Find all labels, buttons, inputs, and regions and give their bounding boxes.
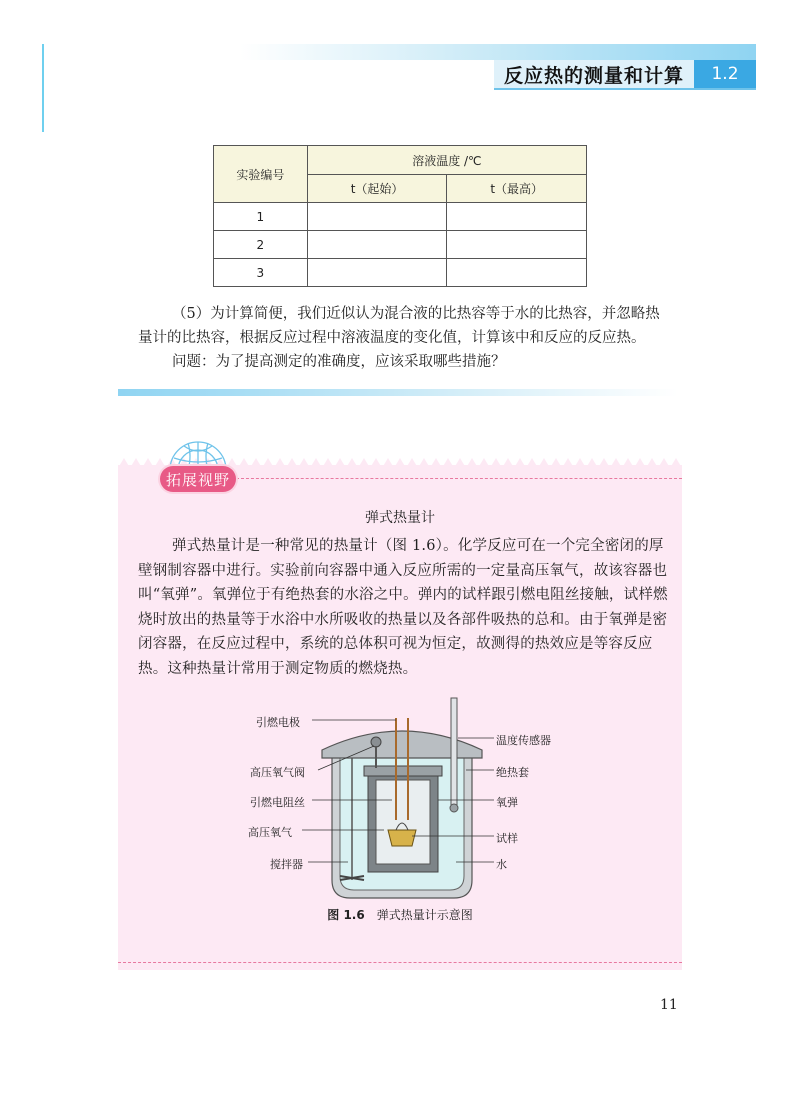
section-title: 反应热的测量和计算 — [503, 64, 684, 87]
table-cell-empty — [447, 259, 587, 287]
header-vertical-rule — [42, 44, 44, 132]
table-cell-empty — [447, 231, 587, 259]
dashed-rule-top — [236, 478, 682, 479]
label-sample: 试样 — [496, 832, 518, 845]
table-cell-id: 3 — [214, 259, 308, 287]
section-separator — [118, 389, 678, 396]
table-cell-empty — [447, 203, 587, 231]
label-ignition-electrode: 引燃电极 — [256, 716, 300, 729]
table-subheader-start: t（起始） — [307, 175, 447, 203]
table-cell-empty — [307, 203, 447, 231]
table-row — [214, 203, 587, 231]
badge-label: 拓展视野 — [165, 470, 230, 489]
section-title-box — [494, 60, 694, 88]
table-header-temperature: 溶液温度 /℃ — [307, 146, 586, 175]
label-oxygen-bomb: 氧弹 — [496, 796, 518, 809]
figure-caption — [118, 906, 682, 923]
label-insulating-jacket: 绝热套 — [496, 766, 529, 779]
box-body: 弹式热量计是一种常见的热量计（图 1.6）。化学反应可在一个完全密闭的厚壁钢制容器中进行。实验前向容器中通入反应所需的一定量高压氧气，故该容器也叫“氧弹”。氧弹位于有绝热套的水浴之中。弹内的试样跟引燃电阻丝接触，试样燃烧时放出的热量等于水浴中水所吸收的热量以及各部件吸热的总和。由于氧弹是密闭容器，在反应过程中，系统的总体积可视为恒定，故测得的热效应是等容反应热。这种热量计常用于测定物质的燃烧热。 — [138, 538, 668, 677]
section-number: 1.2 — [711, 64, 739, 84]
label-high-pressure-oxygen: 高压氧气 — [248, 826, 292, 839]
dashed-rule-bottom — [118, 962, 682, 963]
table-cell-id: 1 — [214, 203, 308, 231]
box-title: 弹式热量计 — [365, 510, 435, 526]
paragraph-question: 问题：为了提高测定的准确度，应该采取哪些措施？ — [172, 354, 506, 370]
section-number-box — [694, 60, 756, 88]
figure-caption-text: 弹式热量计示意图 — [376, 908, 473, 922]
table-row — [214, 259, 587, 287]
table-row — [214, 231, 587, 259]
label-oxygen-valve: 高压氧气阀 — [250, 766, 305, 779]
page-number: 11 — [660, 997, 678, 1013]
calorimeter-figure — [248, 690, 558, 920]
label-ignition-wire: 引燃电阻丝 — [250, 796, 305, 809]
table-header-experiment: 实验编号 — [214, 146, 308, 203]
extension-badge — [160, 466, 236, 492]
label-temperature-sensor: 温度传感器 — [496, 734, 551, 747]
label-water: 水 — [496, 858, 507, 871]
table-cell-empty — [307, 231, 447, 259]
table-subheader-max: t（最高） — [447, 175, 587, 203]
temperature-table — [213, 145, 587, 287]
header-underline — [494, 88, 756, 90]
label-stirrer: 搅拌器 — [270, 858, 303, 871]
header-gradient-band — [240, 44, 756, 60]
table-cell-id: 2 — [214, 231, 308, 259]
paragraph-step5: （5）为计算简便，我们近似认为混合液的比热容等于水的比热容，并忽略热量计的比热容，根据反应过程中溶液温度的变化值，计算该中和反应的反应热。 — [138, 306, 660, 346]
figure-caption-number: 图 1.6 — [327, 908, 365, 922]
table-cell-empty — [307, 259, 447, 287]
